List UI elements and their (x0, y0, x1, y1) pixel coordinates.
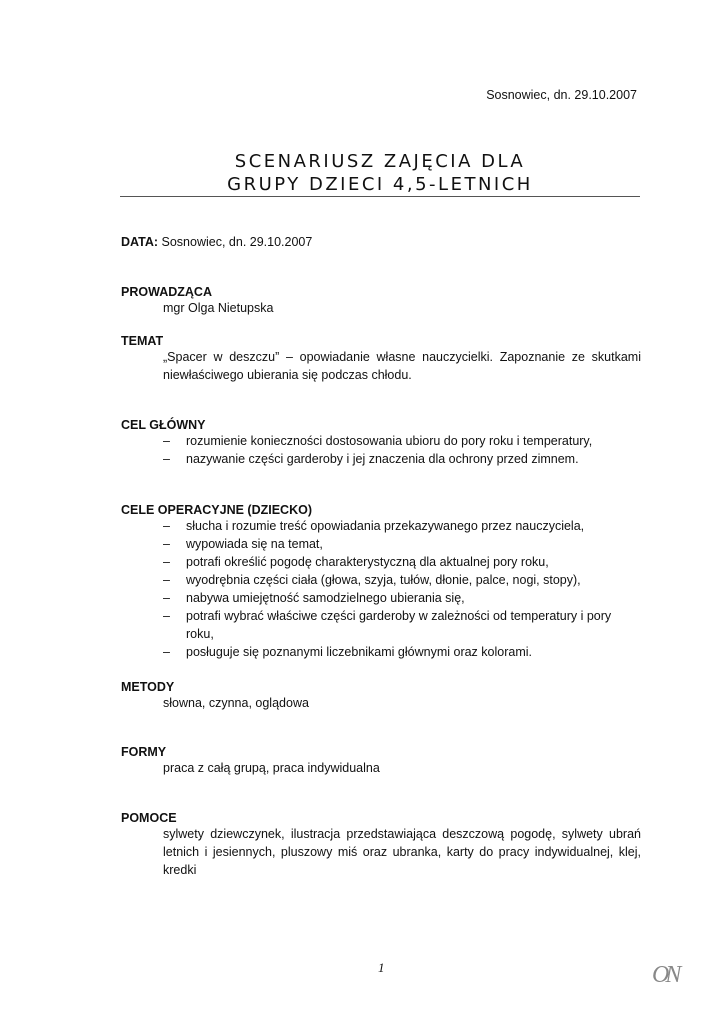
cel-glowny-heading: CEL GŁÓWNY (121, 418, 206, 432)
list-item: – słucha i rozumie treść opowiadania przekazywanego przez nauczyciela, (163, 519, 585, 533)
title-line-2: GRUPY DZIECI 4,5-LETNICH (227, 174, 533, 195)
data-label: DATA: (121, 235, 159, 249)
temat-value: „Spacer w deszczu” – opowiadanie własne nauczycielki. Zapoznanie ze skutkami niewłaściwego ubierania się podczas chłodu. (163, 350, 641, 382)
formy-heading: FORMY (121, 745, 167, 759)
pomoce-heading: POMOCE (121, 811, 177, 825)
list-item: – posługuje się poznanymi liczebnikami głównymi oraz kolorami. (163, 645, 532, 659)
data-section (121, 235, 641, 249)
page-number: 1 (378, 960, 385, 975)
dash-bullet: – (163, 555, 170, 569)
list-item: – rozumienie konieczności dostosowania ubioru do pory roku i temperatury, (163, 434, 593, 448)
metody-heading: METODY (121, 680, 175, 694)
list-item: – nazywanie części garderoby i jej znaczenia dla ochrony przed zimnem. (163, 452, 579, 466)
title-line-1: SCENARIUSZ ZAJĘCIA DLA (234, 151, 526, 172)
list-item: – potrafi określić pogodę charakterystyczną dla aktualnej pory roku, (163, 555, 549, 569)
prowadzaca-heading: PROWADZĄCA (121, 285, 212, 299)
dash-bullet: – (163, 452, 170, 466)
data-value: Sosnowiec, dn. 29.10.2007 (161, 235, 313, 249)
cele-operacyjne-heading: CELE OPERACYJNE (DZIECKO) (121, 503, 312, 517)
prowadzaca-value: mgr Olga Nietupska (163, 301, 274, 315)
list-item: – potrafi wybrać właściwe części garderoby w zależności od temperatury i pory roku, (163, 609, 612, 641)
place-date: Sosnowiec, dn. 29.10.2007 (486, 88, 637, 102)
document-title (120, 150, 640, 196)
title-divider (120, 196, 640, 197)
metody-section (121, 680, 641, 712)
dash-bullet: – (163, 609, 170, 623)
list-item: – wypowiada się na temat, (163, 537, 323, 551)
formy-value: praca z całą grupą, praca indywidualna (163, 761, 380, 775)
pomoce-section (121, 811, 641, 879)
cele-operacyjne-list (163, 517, 641, 661)
formy-section (121, 745, 641, 777)
dash-bullet: – (163, 645, 170, 659)
metody-value: słowna, czynna, oglądowa (163, 696, 309, 710)
dash-bullet: – (163, 591, 170, 605)
list-item: – wyodrębnia części ciała (głowa, szyja, tułów, dłonie, palce, nogi, stopy), (163, 573, 581, 587)
temat-heading: TEMAT (121, 334, 164, 348)
dash-bullet: – (163, 573, 170, 587)
cel-glowny-section (121, 418, 641, 468)
temat-section (121, 334, 641, 384)
monogram-logo: ON (652, 962, 678, 988)
list-item: – nabywa umiejętność samodzielnego ubierania się, (163, 591, 465, 605)
cele-operacyjne-section (121, 503, 641, 661)
cel-glowny-list (163, 432, 641, 468)
prowadzaca-section (121, 285, 641, 317)
dash-bullet: – (163, 519, 170, 533)
dash-bullet: – (163, 434, 170, 448)
dash-bullet: – (163, 537, 170, 551)
pomoce-value: sylwety dziewczynek, ilustracja przedstawiająca deszczową pogodę, sylwety ubrań letnich i jesiennych, pluszowy miś oraz ubranka, karty do pracy indywidualnej, klej, kredki (163, 827, 641, 877)
